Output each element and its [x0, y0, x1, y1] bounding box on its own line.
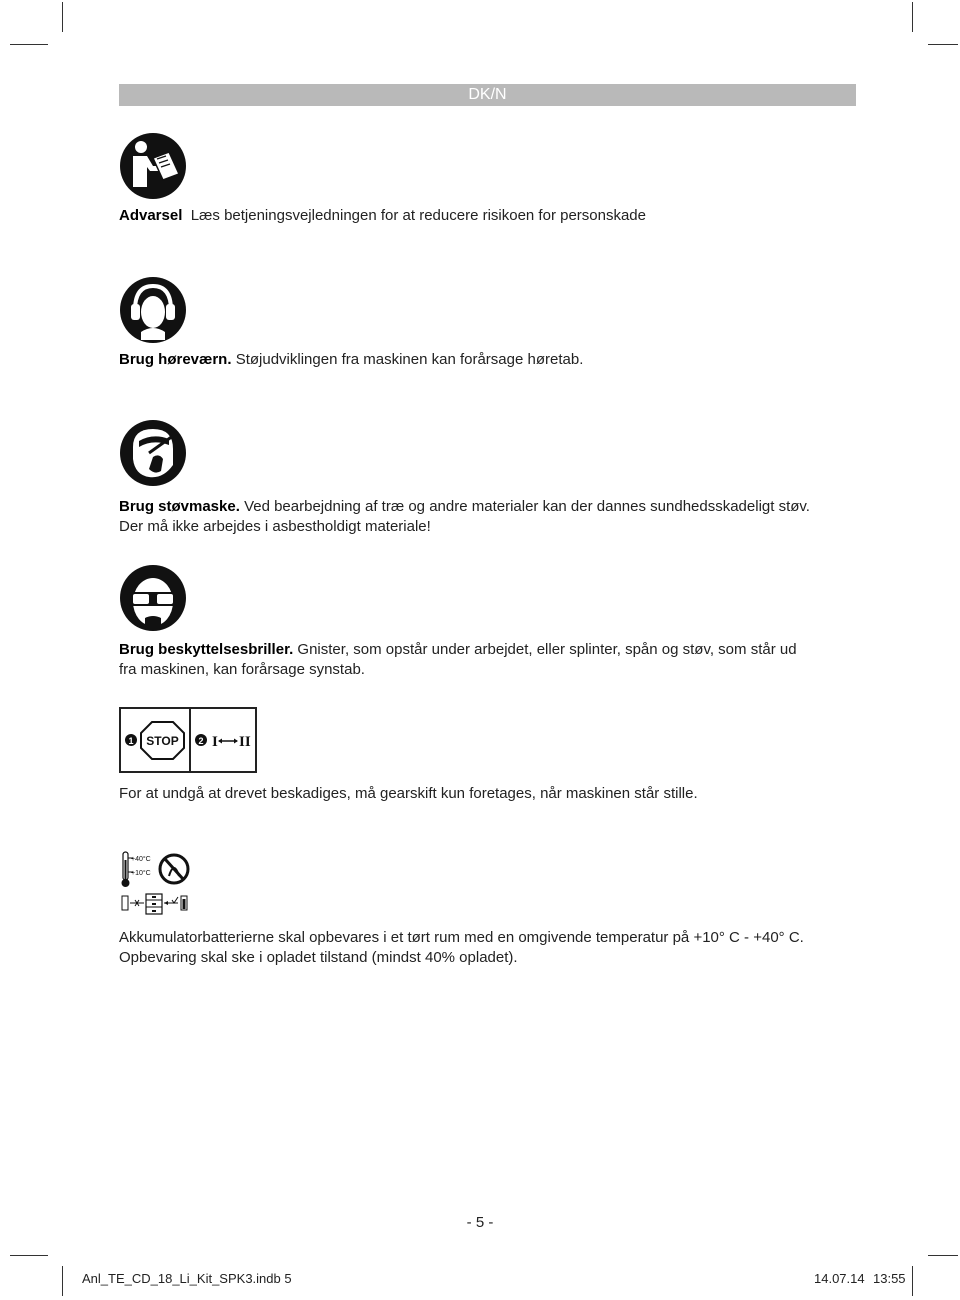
- dustmask-text-2: Der må ikke arbejdes i asbestholdigt materiale!: [119, 518, 431, 535]
- dust-mask-icon: [119, 419, 187, 487]
- page-number: - 5 -: [466, 1214, 494, 1231]
- goggles-text-2: fra maskinen, kan forårsage synstab.: [119, 661, 365, 678]
- crop-mark: [10, 1255, 48, 1256]
- temp-low-label: +10°C: [131, 870, 151, 877]
- stop-label: STOP: [146, 734, 179, 748]
- goggles-text: Gnister, som opstår under arbejdet, eller splinter, spån og støv, som står ud: [297, 641, 797, 658]
- gear-text: For at undgå at drevet beskadiges, må gearskift kun foretages, når maskinen står stille.: [119, 785, 698, 802]
- language-label: DK/N: [468, 86, 507, 103]
- footer-date: 14.07.14: [814, 1271, 865, 1286]
- read-manual-icon: [119, 132, 187, 200]
- dustmask-lead: Brug støvmaske.: [119, 498, 240, 515]
- dustmask-text: Ved bearbejdning af træ og andre materialer kan der dannes sundhedsskadeligt støv.: [244, 498, 810, 515]
- crop-mark: [928, 44, 958, 45]
- ear-protection-icon: [119, 276, 187, 344]
- storage-text: Akkumulatorbatterierne skal opbevares i et tørt rum med en omgivende temperatur på +10° C - +40° C.: [119, 929, 804, 946]
- step-number-1: 1: [128, 736, 134, 746]
- footer-file: Anl_TE_CD_18_Li_Kit_SPK3.indb 5: [82, 1271, 292, 1286]
- language-header-bar: [119, 84, 856, 106]
- crop-mark: [928, 1255, 958, 1256]
- temp-high-label: +40°C: [131, 856, 151, 863]
- crop-mark: [62, 1266, 63, 1296]
- crop-mark: [912, 2, 913, 32]
- step-number-2: 2: [198, 736, 204, 746]
- storage-temperature-icon: [119, 850, 191, 920]
- warning-lead: Advarsel: [119, 207, 183, 224]
- crop-mark: [912, 1266, 913, 1296]
- gear-1-label: I: [212, 734, 218, 750]
- warning-text: Læs betjeningsvejledningen for at reducere risikoen for personskade: [190, 207, 646, 224]
- storage-text-2: Opbevaring skal ske i opladet tilstand (mindst 40% opladet).: [119, 949, 518, 966]
- hearing-text: Støjudviklingen fra maskinen kan forårsage høretab.: [235, 351, 584, 368]
- footer-time: 13:55: [873, 1271, 906, 1286]
- safety-goggles-icon: [119, 564, 187, 632]
- goggles-lead: Brug beskyttelsesbriller.: [119, 641, 294, 658]
- crop-mark: [10, 44, 48, 45]
- crop-mark: [62, 2, 63, 32]
- gear-switch-icon: [189, 709, 255, 771]
- gear-shift-diagram: [119, 707, 257, 773]
- gear-2-label: II: [239, 734, 251, 750]
- hearing-lead: Brug høreværn.: [119, 351, 232, 368]
- stop-before-shift-icon: [121, 709, 189, 771]
